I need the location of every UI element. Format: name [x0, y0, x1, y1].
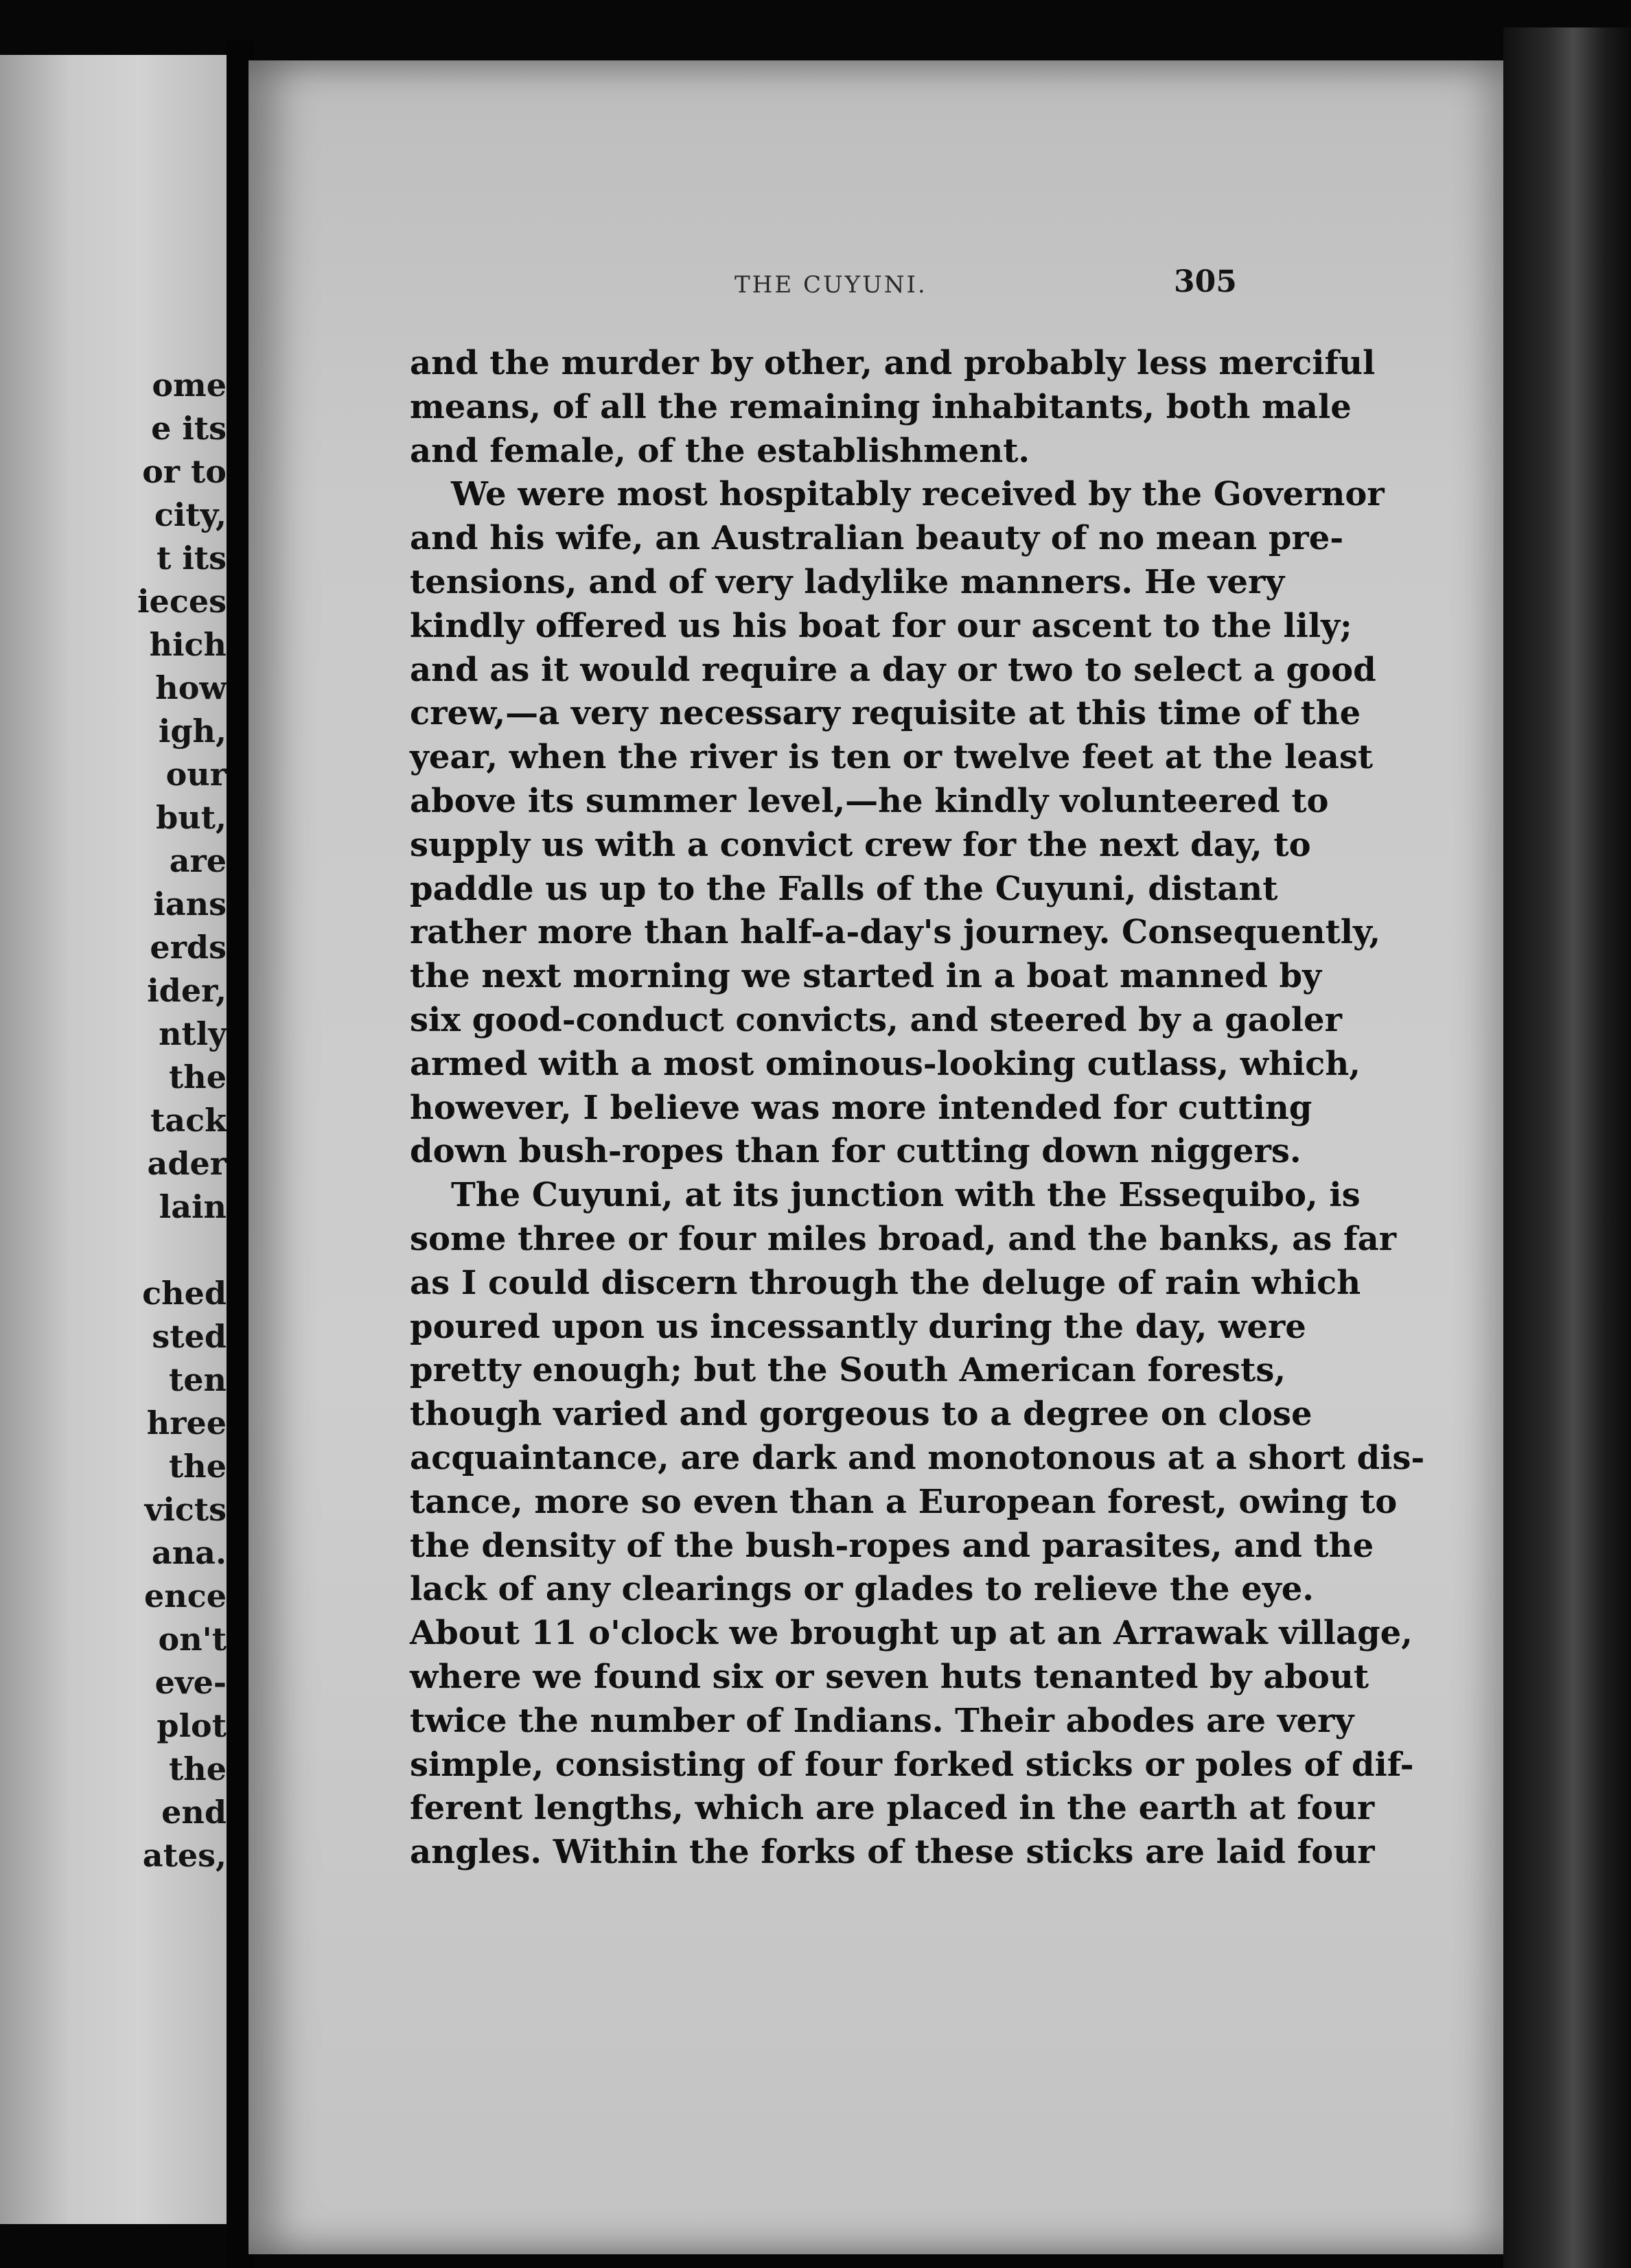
left-page-line: hich	[149, 626, 227, 663]
text-line: simple, consisting of four forked sticks or poles of dif-	[410, 1745, 1414, 1784]
text-line: We were most hospitably received by the Governor	[451, 475, 1385, 514]
left-page-line: ider,	[147, 972, 227, 1009]
text-line: and female, of the establishment.	[410, 431, 1030, 470]
text-line: crew,—a very necessary requisite at this time of the	[410, 694, 1361, 733]
text-line: the density of the bush-ropes and parasites, and the	[410, 1526, 1374, 1565]
text-line: tance, more so even than a European forest, owing to	[410, 1482, 1398, 1521]
text-line: rather more than half-a-day's journey. Consequently,	[410, 913, 1381, 952]
left-page-line: plot	[157, 1707, 227, 1744]
left-page-line: victs	[144, 1491, 227, 1528]
text-line: the next morning we started in a boat manned by	[410, 957, 1321, 996]
text-line: lack of any clearings or glades to relieve the eye.	[410, 1570, 1314, 1609]
text-line: and as it would require a day or two to select a good	[410, 650, 1376, 689]
left-page-line: city,	[154, 496, 227, 533]
left-page-line: ates,	[142, 1837, 227, 1874]
text-line: as I could discern through the deluge of rain which	[410, 1263, 1361, 1302]
text-line: About 11 o'clock we brought up at an Arrawak village,	[410, 1614, 1413, 1653]
text-line: year, when the river is ten or twelve feet at the least	[410, 738, 1374, 777]
left-page-line: our	[165, 756, 227, 793]
text-line: poured upon us incessantly during the day, were	[410, 1307, 1306, 1346]
left-page-line: ieces	[137, 583, 227, 620]
left-page-line: on't	[158, 1621, 227, 1658]
text-line: acquaintance, are dark and monotonous at a short dis-	[410, 1438, 1425, 1477]
left-page-line: or to	[142, 453, 227, 490]
left-page-line: ence	[144, 1577, 227, 1615]
text-line: supply us with a convict crew for the next day, to	[410, 825, 1311, 864]
left-page-line: igh,	[158, 713, 227, 750]
text-line: though varied and gorgeous to a degree on close	[410, 1395, 1312, 1434]
text-line: some three or four miles broad, and the banks, as far	[410, 1219, 1397, 1258]
text-line: twice the number of Indians. Their abodes are very	[410, 1701, 1354, 1740]
left-page-line: t its	[157, 540, 227, 577]
text-line: pretty enough; but the South American forests,	[410, 1351, 1286, 1390]
text-line: and the murder by other, and probably less merciful	[410, 344, 1376, 382]
left-page-line: lain	[159, 1188, 227, 1225]
text-line: above its summer level,—he kindly volunteered to	[410, 781, 1329, 820]
left-page-line: e its	[151, 410, 227, 447]
left-page-line: ome	[152, 367, 227, 404]
body-text	[410, 342, 1425, 1875]
text-line: angles. Within the forks of these sticks are laid four	[410, 1833, 1375, 1872]
left-page-line: tack	[150, 1102, 227, 1139]
text-line: where we found six or seven huts tenanted by about	[410, 1657, 1369, 1696]
left-page-line: ana.	[151, 1534, 227, 1571]
text-line: down bush-ropes than for cutting down niggers.	[410, 1132, 1302, 1171]
left-page-line: how	[155, 669, 227, 706]
left-page-line: but,	[156, 799, 227, 836]
text-line: kindly offered us his boat for our ascent to the lily;	[410, 606, 1352, 645]
page-number: 305	[1174, 264, 1237, 299]
left-page-line: ians	[153, 886, 227, 923]
left-page-fragment	[0, 55, 232, 2224]
running-head: THE CUYUNI.	[734, 271, 927, 299]
text-line: paddle us up to the Falls of the Cuyuni, distant	[410, 869, 1278, 908]
left-page-line: ten	[169, 1361, 227, 1398]
left-page-line: ader	[147, 1145, 227, 1182]
left-page-line: the	[169, 1058, 227, 1096]
left-page-line: the	[169, 1750, 227, 1787]
text-line: however, I believe was more intended for cutting	[410, 1088, 1312, 1127]
left-page-line: ntly	[159, 1015, 227, 1052]
left-page-line: are	[169, 842, 227, 879]
left-page-line: hree	[146, 1404, 227, 1442]
text-line: ferent lengths, which are placed in the earth at four	[410, 1789, 1375, 1828]
text-line: means, of all the remaining inhabitants, both male	[410, 387, 1352, 426]
left-page-line: the	[169, 1448, 227, 1485]
text-line: The Cuyuni, at its junction with the Essequibo, is	[451, 1176, 1361, 1215]
text-line: armed with a most ominous-looking cutlass, which,	[410, 1044, 1361, 1083]
left-page-line: end	[161, 1794, 227, 1831]
left-page-line: eve-	[154, 1664, 227, 1701]
left-page-line: erds	[150, 929, 227, 966]
text-line: six good-conduct convicts, and steered by a gaoler	[410, 1000, 1342, 1039]
left-page-line: sted	[152, 1318, 227, 1355]
left-page-line: ched	[142, 1275, 227, 1312]
text-line: and his wife, an Australian beauty of no mean pre-	[410, 519, 1344, 558]
page-edge-shadow	[1503, 27, 1631, 2268]
text-line: tensions, and of very ladylike manners. He very	[410, 562, 1285, 601]
